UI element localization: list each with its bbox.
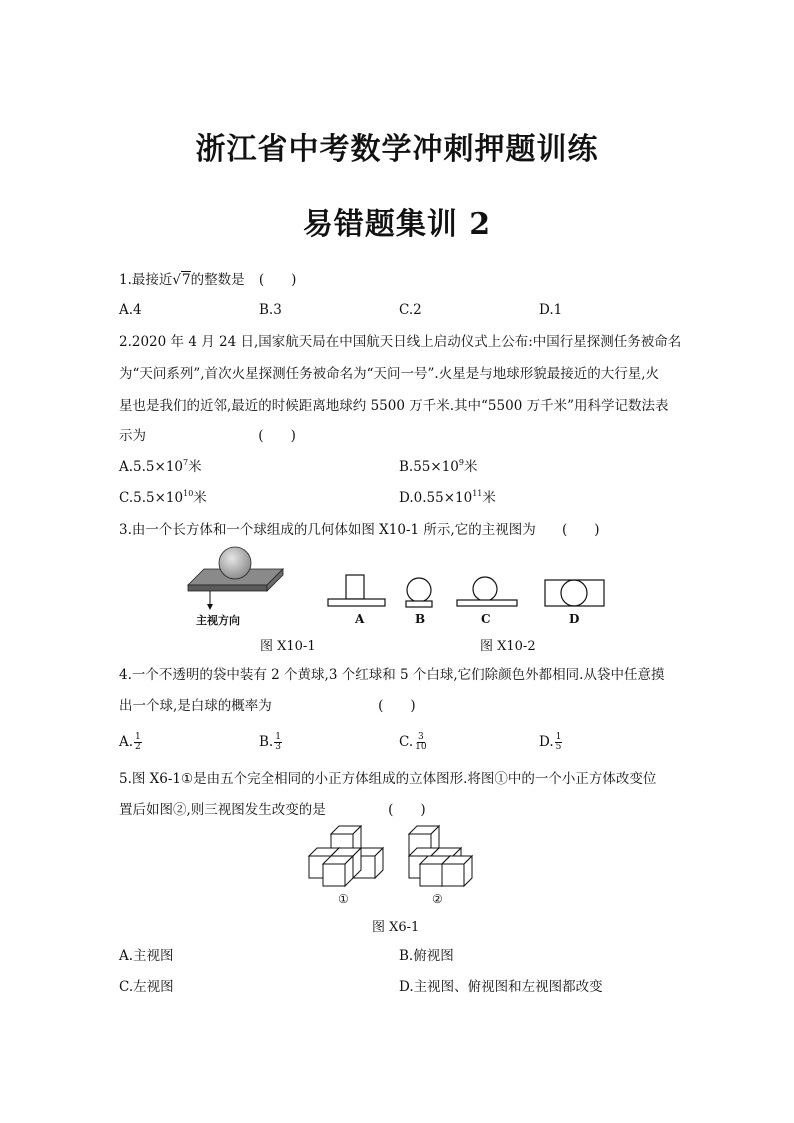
sqrt-radicand: 7 <box>182 272 191 288</box>
q1-option-a: A.4 <box>119 302 142 318</box>
q4-option-d: D. $\frac{1}{5}$ <box>539 732 562 752</box>
sqrt-sign: √ <box>172 272 181 288</box>
question-5-line-2 <box>119 800 426 820</box>
figure-2-cubes <box>409 826 472 886</box>
question-5-line-1: 5.图 X6-1①是由五个完全相同的小正方体组成的立体图形.将图①中的一个小正方体改变位 <box>119 771 657 787</box>
question-5-text: 置后如图②,则三视图发生改变的是 <box>119 802 326 818</box>
q2-option-d: $D.0.55\times 10^{11}$米 <box>399 489 496 506</box>
choice-label-c: C <box>481 612 491 626</box>
question-2-line-1: 2.2020 年 4 月 24 日,国家航天局在中国航天日线上启动仪式上公布:中国行星探测任务被命名 <box>119 334 682 350</box>
choice-b-circle <box>407 578 431 602</box>
q2-option-c: $C.5.5\times 10^{10}$米 <box>119 489 207 506</box>
q4-option-b: B. $\frac{1}{3}$ <box>259 732 281 752</box>
question-4-line-1: 4.一个不透明的袋中装有 2 个黄球,3 个红球和 5 个白球,它们除颜色外都相同.从袋中任意摸 <box>119 667 665 683</box>
q5-option-c: C.左视图 <box>119 979 174 995</box>
q5-option-a: A.主视图 <box>119 948 174 964</box>
question-1-suffix: 的整数是 <box>190 272 245 288</box>
question-2-line-4 <box>119 426 296 446</box>
question-2-line-3: 星也是我们的近邻,最近的时候距离地球约 5500 万千米.其中“5500 万千米”用科学记数法表 <box>119 398 669 414</box>
caption-x10-2: 图 X10-2 <box>480 639 536 654</box>
question-3 <box>119 520 600 540</box>
caption-x6-1: 图 X6-1 <box>372 920 420 935</box>
figure-1-cubes <box>309 826 383 886</box>
choice-a-slab <box>328 599 385 606</box>
page-title: 浙江省中考数学冲刺押题训练 <box>195 132 599 167</box>
question-1-prefix: 1.最接近 <box>119 272 173 288</box>
caption-x10-1: 图 X10-1 <box>260 639 316 654</box>
question-4-text: 出一个球,是白球的概率为 <box>119 698 272 714</box>
choice-label-d: D <box>569 612 580 626</box>
choice-d-rect <box>545 580 604 606</box>
choice-c-circle <box>473 577 497 601</box>
answer-paren: ( ) <box>258 272 297 288</box>
choice-c-slab <box>457 600 517 606</box>
choice-label-b: B <box>415 612 426 626</box>
choice-label-a: A <box>355 612 365 626</box>
answer-paren: ( ) <box>378 698 416 714</box>
page-subtitle: 易错题集训 2 <box>302 207 492 242</box>
choice-a-box <box>346 575 364 599</box>
answer-paren: ( ) <box>388 802 426 818</box>
question-1 <box>119 270 296 290</box>
question-3-text: 3.由一个长方体和一个球组成的几何体如图 X10-1 所示,它的主视图为 <box>119 522 536 538</box>
direction-arrow <box>207 604 213 610</box>
q2-option-a: $A.5.5\times 10^7$米 <box>119 458 202 475</box>
q1-option-b: B.3 <box>259 302 282 318</box>
ball-sphere <box>219 547 251 579</box>
figure-label-1: ① <box>338 892 349 906</box>
question-4-line-2 <box>119 696 416 716</box>
figure-x6-1-cubes <box>305 826 445 890</box>
q2-option-b: $B.55\times 10^9$米 <box>399 458 478 475</box>
question-2-last-text: 示为 <box>119 428 146 444</box>
q4-option-a: A. $\frac{1}{2}$ <box>119 732 141 752</box>
direction-label: 主视方向 <box>196 614 240 627</box>
q1-option-c: C.2 <box>399 302 422 318</box>
figure-label-2: ② <box>432 892 443 906</box>
answer-paren: ( ) <box>258 428 296 444</box>
q1-option-d: D.1 <box>539 302 563 318</box>
choice-b-slab <box>406 601 432 607</box>
q5-option-b: B.俯视图 <box>399 948 454 964</box>
q4-option-c: C. $\frac{3}{10}$ <box>399 732 427 752</box>
q5-option-d: D.主视图、俯视图和左视图都改变 <box>399 979 603 995</box>
answer-paren: ( ) <box>562 522 600 538</box>
figure-x10-2 <box>326 574 606 614</box>
slab-front <box>188 585 267 591</box>
question-2-line-2: 为“天问系列”,首次火星探测任务被命名为“天问一号”.火星是与地球形貌最接近的大行星,火 <box>119 366 659 382</box>
